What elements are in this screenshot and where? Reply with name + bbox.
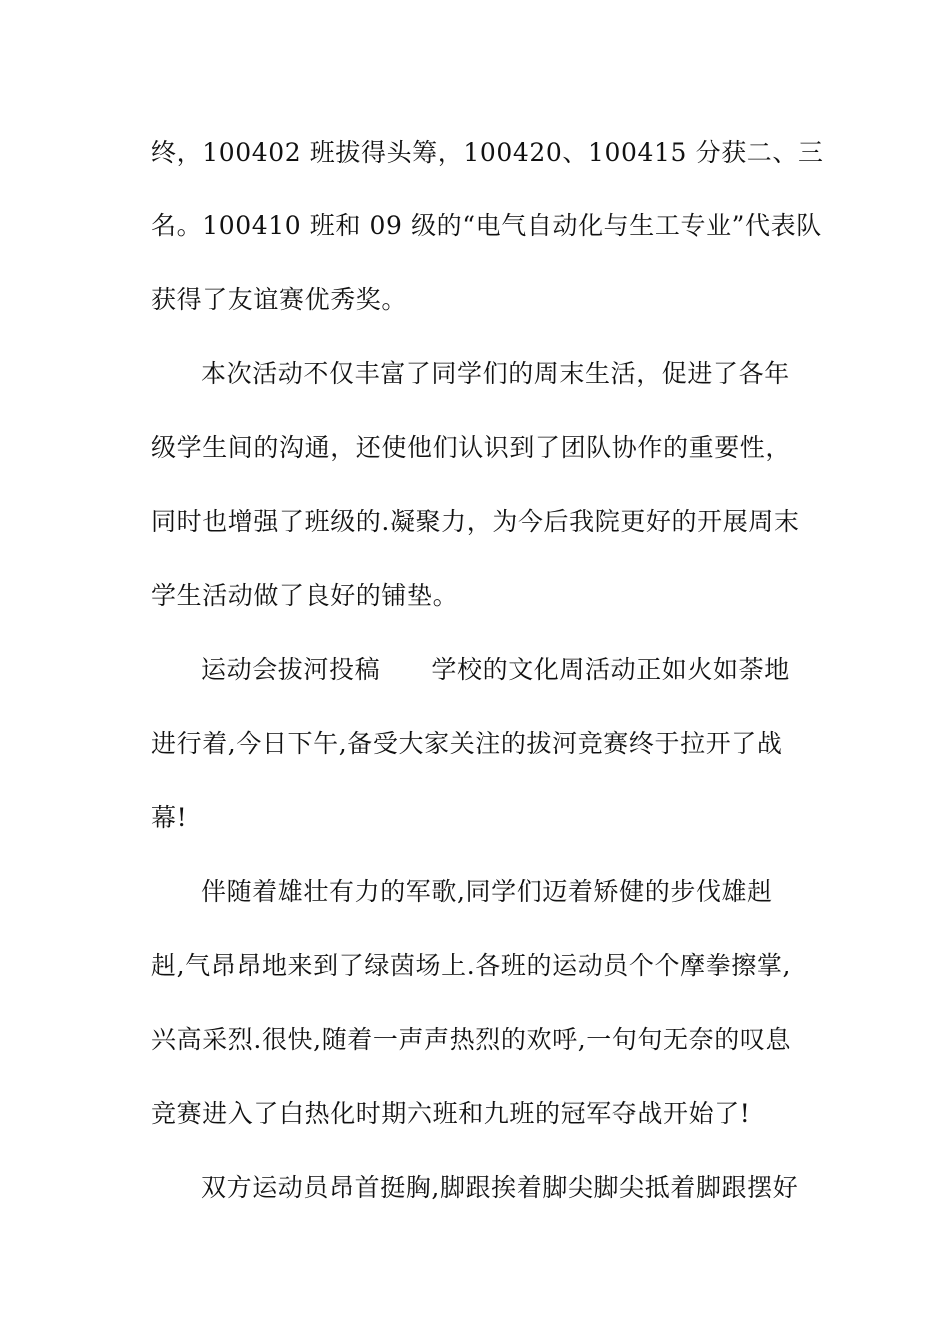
text-line: 获得了友谊赛优秀奖。 xyxy=(151,285,408,314)
text-line: 本次活动不仅丰富了同学们的周末生活，促进了各年 xyxy=(201,359,790,388)
text-line: 伴随着雄壮有力的军歌,同学们迈着矫健的步伐雄赳 xyxy=(201,877,773,906)
text-line: 竞赛进入了白热化时期六班和九班的冠军夺战开始了! xyxy=(151,1099,751,1128)
text-line: 学生活动做了良好的铺垫。 xyxy=(151,581,459,610)
text-line: 赳,气昂昂地来到了绿茵场上.各班的运动员个个摩拳擦掌, xyxy=(151,951,792,980)
text-line: 运动会拔河投稿 学校的文化周活动正如火如荼地 xyxy=(201,655,790,684)
text-line: 幕! xyxy=(151,803,188,832)
text-line: 同时也增强了班级的.凝聚力，为今后我院更好的开展周末 xyxy=(151,507,800,536)
text-line: 级学生间的沟通，还使他们认识到了团队协作的重要性， xyxy=(151,433,792,462)
text-line: 进行着,今日下午,备受大家关注的拔河竞赛终于拉开了战 xyxy=(151,729,783,758)
text-line: 终，100402 班拔得头筹，100420、100415 分获二、三 xyxy=(151,138,824,167)
text-line: 名。100410 班和 09 级的“电气自动化与生工专业”代表队 xyxy=(151,211,822,240)
text-line: 双方运动员昂首挺胸,脚跟挨着脚尖脚尖抵着脚跟摆好 xyxy=(201,1173,799,1202)
text-line: 兴高采烈.很快,随着一声声热烈的欢呼,一句句无奈的叹息 xyxy=(151,1025,792,1054)
